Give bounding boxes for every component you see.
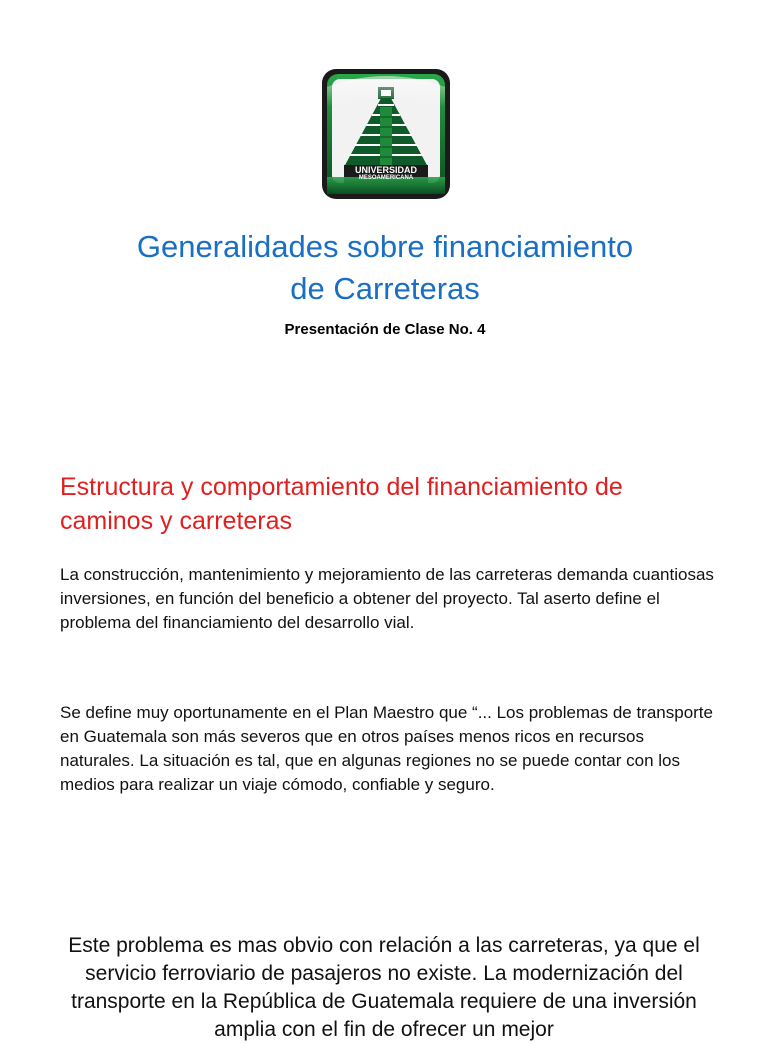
- section-heading: [60, 470, 730, 538]
- slide3-body-text: Este problema es mas obvio con relación a las carreteras, ya que el servicio ferroviario de pasajeros no existe. La modernización del transporte en la República de Guatemala requiere de una inversión amplia con el fin de ofrecer un mejor: [68, 934, 700, 1041]
- logo-word-mesoamericana: MESOAMERICANA: [358, 175, 414, 181]
- section-heading-line2: caminos y carreteras: [60, 507, 293, 535]
- slide-title-line1: Generalidades sobre financiamiento: [136, 229, 634, 264]
- paragraph-1: La construcción, mantenimiento y mejoramiento de las carreteras demanda cuantiosas inversiones, en función del beneficio a obtener del proyecto. Tal aserto define el problema del financiamiento del desarrollo vial.: [60, 565, 714, 632]
- paragraph-2: Se define muy oportunamente en el Plan Maestro que “... Los problemas de transporte en Guatemala son más severos que en otros países menos ricos en recursos naturales. La situación es tal, que en algunas regiones no se puede contar con los medios para realizar un viaje cómodo, confiable y seguro.: [60, 703, 713, 794]
- section-heading-line1: Estructura y comportamiento del financiamiento de: [60, 473, 623, 501]
- slide-title: [60, 226, 710, 310]
- university-logo: [320, 67, 452, 201]
- slide-title-line2: de Carreteras: [290, 271, 480, 306]
- slide-subtitle: Presentación de Clase No. 4: [284, 321, 486, 338]
- logo-wordmark: [346, 166, 426, 182]
- title-slide: [0, 0, 768, 420]
- logo-word-universidad: UNIVERSIDAD: [354, 165, 417, 175]
